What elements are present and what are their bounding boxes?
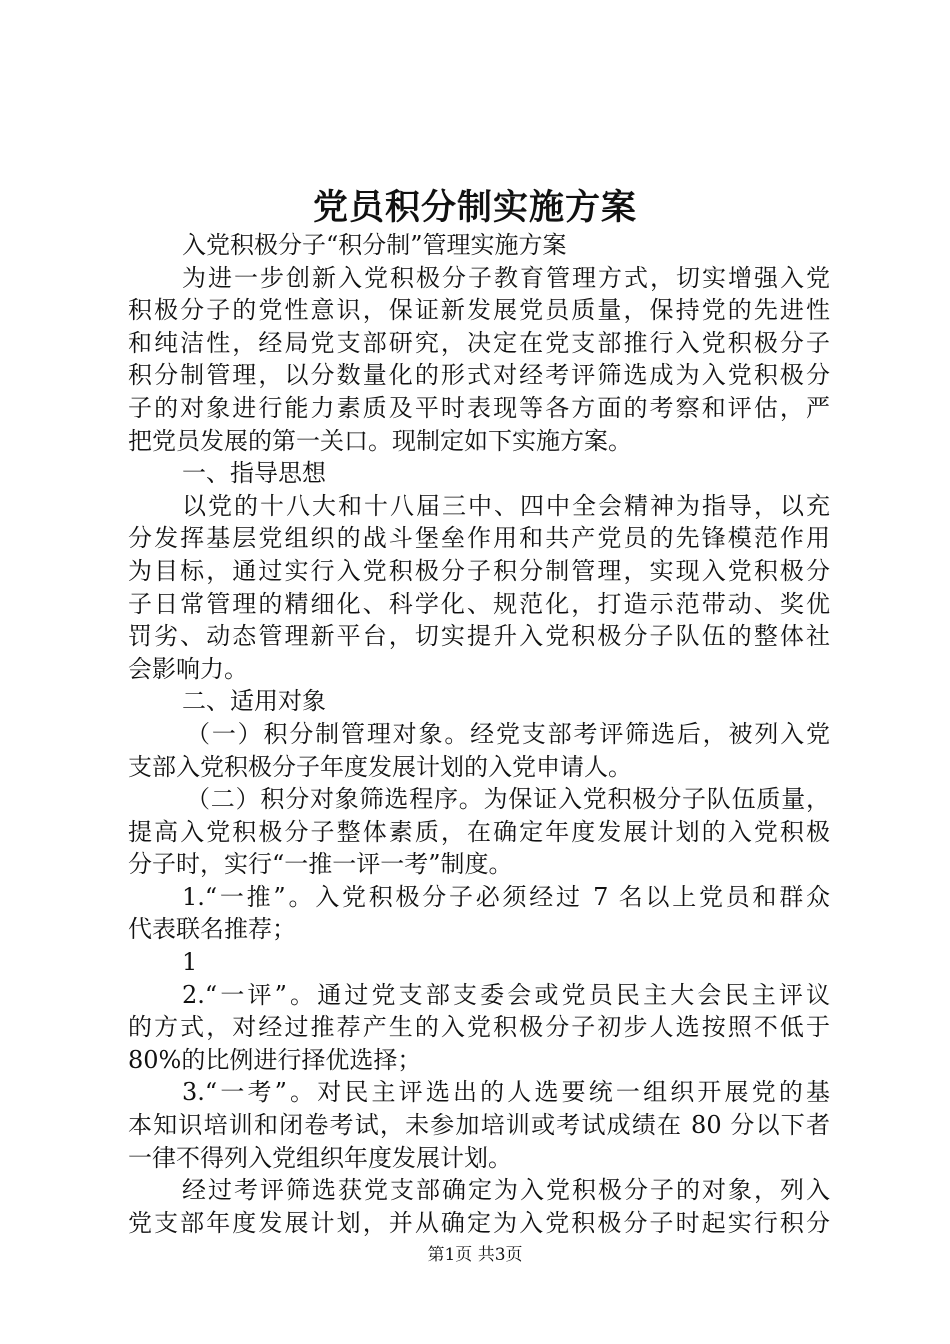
body-line: 分发挥基层党组织的战斗堡垒作用和共产党员的先锋模范作用 <box>128 524 830 553</box>
body-line: 的方式，对经过推荐产生的入党积极分子初步人选按照不低于 <box>128 1013 830 1042</box>
section-heading: 一、指导思想 <box>182 459 326 488</box>
body-line: 提高入党积极分子整体素质，在确定年度发展计划的入党积极 <box>128 817 830 846</box>
body-line: 子的对象进行能力素质及平时表现等各方面的考察和评估，严 <box>128 393 830 422</box>
body-line: 为目标，通过实行入党积极分子积分制管理，实现入党积极分 <box>128 556 830 585</box>
body-line: 和纯洁性，经局党支部研究，决定在党支部推行入党积极分子 <box>128 328 830 357</box>
body-line: 80%的比例进行择优选择； <box>128 1045 422 1074</box>
body-line: 分子时，实行“一推一评一考”制度。 <box>128 850 513 879</box>
body-line: （一）积分制管理对象。经党支部考评筛选后，被列入党 <box>186 719 830 748</box>
body-line: 积极分子的党性意识，保证新发展党员质量，保持党的先进性 <box>128 296 830 325</box>
body-line: 代表联名推荐； <box>128 915 296 944</box>
body-line: 子日常管理的精细化、科学化、规范化，打造示范带动、奖优 <box>128 589 830 618</box>
stray-number: 1 <box>182 948 198 977</box>
section-heading: 二、适用对象 <box>182 687 326 716</box>
body-line: （二）积分对象筛选程序。为保证入党积极分子队伍质量， <box>186 785 830 814</box>
document-title: 党员积分制实施方案 <box>312 187 637 228</box>
body-line: 积分制管理，以分数量化的形式对经考评筛选成为入党积极分 <box>128 361 830 390</box>
body-line: 把党员发展的第一关口。现制定如下实施方案。 <box>128 426 632 455</box>
body-line: 党支部年度发展计划，并从确定为入党积极分子时起实行积分 <box>128 1208 830 1237</box>
body-line: 支部入党积极分子年度发展计划的入党申请人。 <box>128 752 632 781</box>
subtitle-line: 入党积极分子“积分制”管理实施方案 <box>182 231 567 259</box>
document-body <box>128 229 830 1239</box>
body-line: 3.“一考”。对民主评选出的人选要统一组织开展党的基 <box>182 1078 830 1107</box>
body-line: 一律不得列入党组织年度发展计划。 <box>128 1143 512 1172</box>
body-line: 为进一步创新入党积极分子教育管理方式，切实增强入党 <box>182 263 830 292</box>
body-line: 2.“一评”。通过党支部支委会或党员民主大会民主评议 <box>182 980 830 1009</box>
page-footer: 第1页 共3页 <box>427 1245 523 1265</box>
body-line: 以党的十八大和十八届三中、四中全会精神为指导，以充 <box>182 491 830 520</box>
body-line: 会影响力。 <box>128 654 248 683</box>
body-line: 本知识培训和闭卷考试，未参加培训或考试成绩在 80 分以下者 <box>128 1111 830 1140</box>
body-line: 罚劣、动态管理新平台，切实提升入党积极分子队伍的整体社 <box>128 622 830 651</box>
body-line: 经过考评筛选获党支部确定为入党积极分子的对象，列入 <box>182 1176 830 1205</box>
body-line: 1.“一推”。入党积极分子必须经过 7 名以上党员和群众 <box>182 882 830 911</box>
